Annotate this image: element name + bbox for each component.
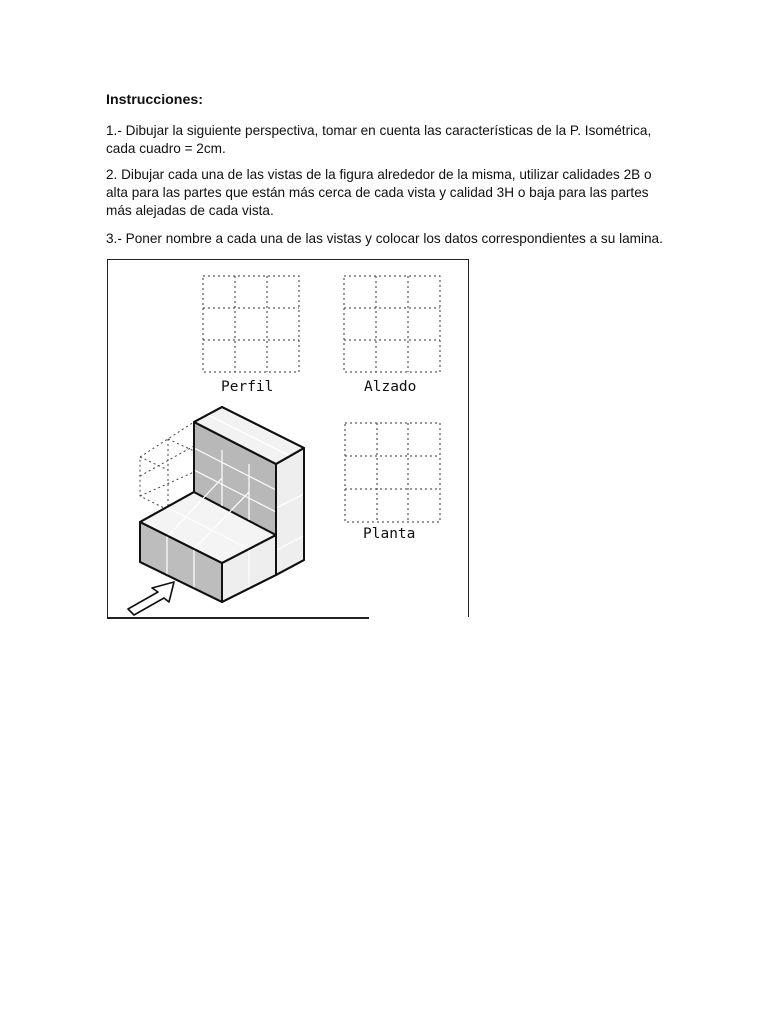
viewing-direction-arrow bbox=[128, 582, 174, 615]
alzado-grid bbox=[344, 276, 440, 372]
instruction-step-2: 2. Dibujar cada una de las vistas de la figura alrededor de la misma, utilizar calidades 2B o alta para las partes que están más cerca de cada vista y calidad 3H o baja para las partes más alejadas de cada vista. bbox=[106, 167, 652, 218]
planta-label: Planta bbox=[363, 526, 416, 542]
instruction-step-1: 1.- Dibujar la siguiente perspectiva, tomar en cuenta las características de la P. Isométrica, cada cuadro = 2cm. bbox=[106, 123, 652, 156]
planta-grid bbox=[345, 423, 440, 522]
figure-drawing bbox=[108, 260, 470, 618]
instruction-step-3: 3.- Poner nombre a cada una de las vistas y colocar los datos correspondientes a su lamina. bbox=[106, 231, 663, 246]
perfil-label: Perfil bbox=[221, 379, 274, 395]
isometric-exercise-figure bbox=[107, 259, 469, 617]
alzado-label: Alzado bbox=[364, 379, 417, 395]
figure-bottom-border bbox=[107, 617, 369, 619]
perfil-grid bbox=[203, 276, 299, 372]
instructions-heading: Instrucciones: bbox=[106, 92, 203, 108]
